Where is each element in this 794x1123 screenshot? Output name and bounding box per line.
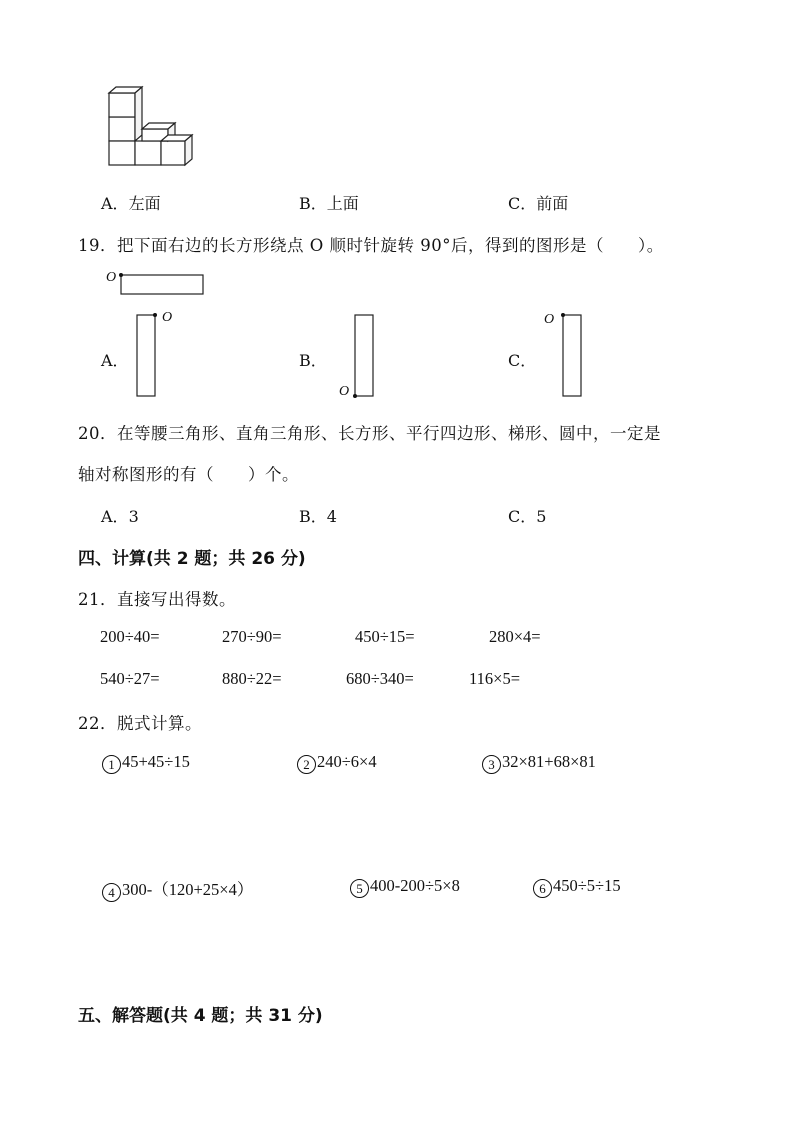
- q22-item-6-expr: 450÷5÷15: [553, 876, 621, 895]
- q18-option-c-letter: C．: [508, 194, 537, 213]
- q18-option-b-text: 上面: [326, 194, 359, 213]
- q21-row2-item2: 880÷22=: [222, 669, 282, 688]
- q18-option-a-text: 左面: [128, 194, 161, 213]
- q19-option-c[interactable]: C．: [508, 351, 537, 370]
- q18-option-c-text: 前面: [536, 194, 569, 213]
- q19-stem: 19．把下面右边的长方形绕点 O 顺时针旋转 90°后，得到的图形是（ ）。: [78, 236, 664, 255]
- section-5-title: 五、解答题(共 4 题；共 31 分): [78, 1006, 323, 1026]
- q21-row2-item4: 116×5=: [469, 669, 520, 688]
- q21-row1-item4: 280×4=: [489, 627, 541, 646]
- q20-option-b-letter: B．: [299, 507, 327, 526]
- section-4-title: 四、计算(共 2 题；共 26 分): [78, 549, 306, 569]
- q20-option-c-text: 5: [536, 507, 547, 526]
- q22-item-6-number: 6: [533, 879, 552, 898]
- q21-stem: 21．直接写出得数。: [78, 590, 236, 609]
- q22-item-4-expr: 300-（120+25×4）: [122, 880, 254, 899]
- q20-option-a-text: 3: [128, 507, 139, 526]
- q18-option-a[interactable]: [101, 191, 161, 214]
- q20-option-c[interactable]: [508, 504, 546, 527]
- q22-item-2-number: 2: [297, 755, 316, 774]
- q21-row1-item1: 200÷40=: [100, 627, 160, 646]
- q19-option-b-figure: [350, 312, 378, 400]
- q22-item-2: [297, 752, 377, 774]
- q22-item-5-expr: 400-200÷5×8: [370, 876, 460, 895]
- q18-option-b[interactable]: [299, 191, 359, 214]
- q22-item-4-number: 4: [102, 883, 121, 902]
- q19-option-a-point-label: O: [162, 310, 173, 325]
- q22-item-5: [350, 876, 460, 898]
- q22-item-5-number: 5: [350, 879, 369, 898]
- q18-option-a-letter: A．: [101, 194, 129, 213]
- q20-option-c-letter: C．: [508, 507, 537, 526]
- q18-option-b-letter: B．: [299, 194, 327, 213]
- q22-item-3-number: 3: [482, 755, 501, 774]
- q19-option-c-figure: [558, 312, 586, 400]
- q22-item-4: [102, 876, 253, 902]
- q19-original-rectangle: [118, 272, 208, 298]
- q18-option-c[interactable]: [508, 191, 568, 214]
- q22-item-3-expr: 32×81+68×81: [502, 752, 596, 771]
- q20-stem-line1: 20．在等腰三角形、直角三角形、长方形、平行四边形、梯形、圆中，一定是: [78, 424, 661, 443]
- q20-option-a-letter: A．: [101, 507, 129, 526]
- q22-item-6: [533, 876, 621, 898]
- q19-original-point-label: O: [106, 270, 117, 285]
- q20-stem-line2: 轴对称图形的有（ ）个。: [78, 465, 299, 484]
- q22-item-2-expr: 240÷6×4: [317, 752, 377, 771]
- cube-stack-figure: [100, 84, 200, 170]
- q19-option-a[interactable]: A．: [101, 351, 129, 370]
- q20-option-b-text: 4: [326, 507, 337, 526]
- q20-option-a[interactable]: [101, 504, 139, 527]
- q22-item-3: [482, 752, 596, 774]
- q19-option-c-point-label: O: [544, 312, 555, 327]
- q21-row2-item1: 540÷27=: [100, 669, 160, 688]
- q19-option-b[interactable]: B．: [299, 351, 327, 370]
- q22-item-1: [102, 752, 190, 774]
- q22-item-1-number: 1: [102, 755, 121, 774]
- q21-row2-item3: 680÷340=: [346, 669, 414, 688]
- q21-row1-item3: 450÷15=: [355, 627, 415, 646]
- q20-option-b[interactable]: [299, 504, 337, 527]
- q19-option-a-figure: [134, 312, 160, 400]
- q19-option-b-point-label: O: [339, 384, 350, 399]
- q21-row1-item2: 270÷90=: [222, 627, 282, 646]
- q22-stem: 22．脱式计算。: [78, 714, 202, 733]
- q22-item-1-expr: 45+45÷15: [122, 752, 190, 771]
